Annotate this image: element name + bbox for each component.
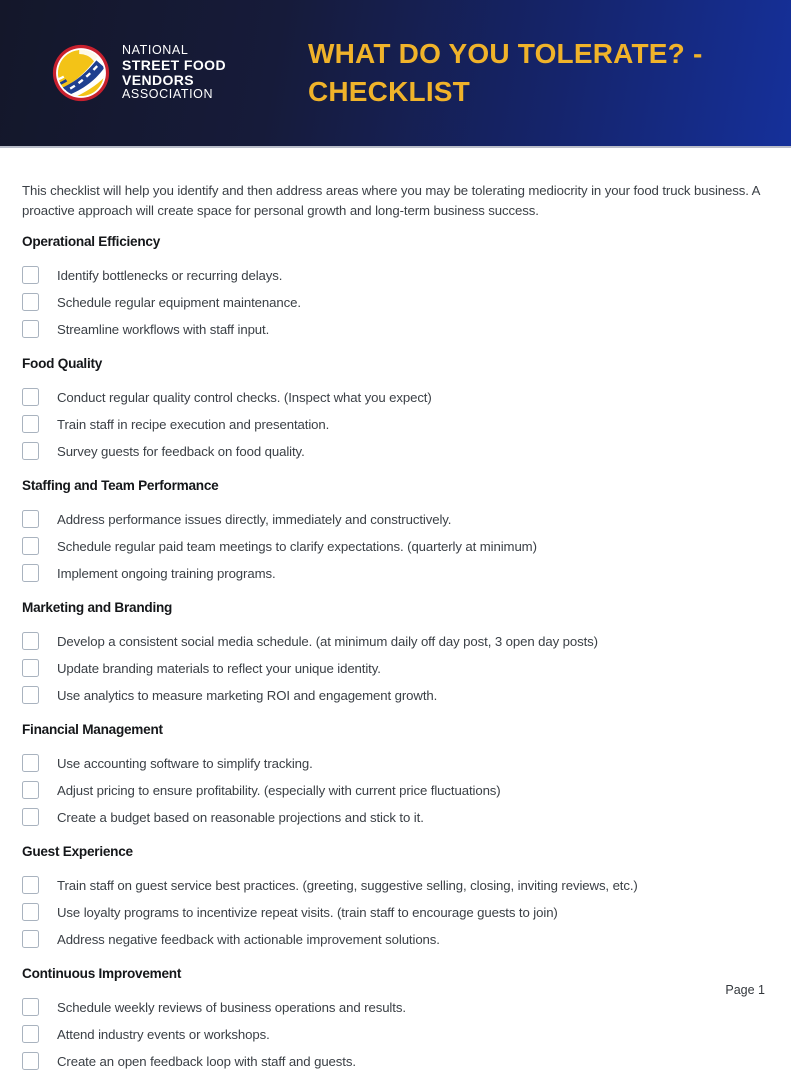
section-heading: Financial Management: [22, 721, 163, 737]
section-heading: Guest Experience: [22, 843, 133, 859]
item-checkbox[interactable]: [22, 1052, 39, 1070]
org-name-line2: STREET FOOD: [122, 56, 226, 73]
item-label: Adjust pricing to ensure profitability. (especially with current price fluctuations): [57, 782, 501, 798]
checklist-item: [22, 994, 769, 1021]
item-checkbox[interactable]: [22, 930, 39, 948]
item-checkbox[interactable]: [22, 632, 39, 650]
intro-paragraph: This checklist will help you identify and then address areas where you may be tolerating mediocrity in your food truck business. A proactive approach will create space for personal growth and long-term business success.: [22, 183, 760, 218]
checklist-item: [22, 384, 769, 411]
section-items: [22, 506, 769, 587]
item-label: Streamline workflows with staff input.: [57, 321, 270, 337]
item-label: Identify bottlenecks or recurring delays.: [57, 267, 283, 283]
item-label: Attend industry events or workshops.: [57, 1026, 270, 1042]
checklist-item: [22, 872, 769, 899]
item-label: Use loyalty programs to incentivize repeat visits. (train staff to encourage guests to join): [57, 904, 558, 920]
item-checkbox[interactable]: [22, 510, 39, 528]
checklist-section: [22, 723, 769, 831]
section-heading: Operational Efficiency: [22, 233, 161, 249]
checklist-item: [22, 316, 769, 343]
checklist-item: [22, 628, 769, 655]
section-items: [22, 384, 769, 465]
org-name-line3: VENDORS: [122, 72, 195, 88]
section-heading: Staffing and Team Performance: [22, 477, 219, 493]
checklist-item: [22, 560, 769, 587]
item-label: Address performance issues directly, immediately and constructively.: [57, 511, 452, 527]
org-name-line1: NATIONAL: [122, 43, 189, 58]
checklist-section: [22, 479, 769, 587]
item-label: Schedule regular equipment maintenance.: [57, 294, 301, 310]
item-checkbox[interactable]: [22, 659, 39, 677]
checklist-section: [22, 967, 769, 1075]
checklist-section: [22, 845, 769, 953]
item-label: Schedule weekly reviews of business operations and results.: [57, 999, 406, 1015]
item-checkbox[interactable]: [22, 320, 39, 338]
item-label: Create a budget based on reasonable projections and stick to it.: [57, 809, 424, 825]
section-heading: Food Quality: [22, 355, 103, 371]
item-checkbox[interactable]: [22, 876, 39, 894]
section-items: [22, 872, 769, 953]
checklist-item: [22, 682, 769, 709]
checklist-section: [22, 357, 769, 465]
item-checkbox[interactable]: [22, 808, 39, 826]
item-checkbox[interactable]: [22, 903, 39, 921]
checklist-item: [22, 899, 769, 926]
page-header: [0, 0, 791, 148]
item-label: Use accounting software to simplify tracking.: [57, 755, 313, 771]
section-items: [22, 628, 769, 709]
item-label: Use analytics to measure marketing ROI and engagement growth.: [57, 687, 438, 703]
checklist-item: [22, 262, 769, 289]
checklist-item: [22, 926, 769, 953]
checklist-item: [22, 289, 769, 316]
checklist-item: [22, 655, 769, 682]
item-label: Update branding materials to reflect your unique identity.: [57, 660, 381, 676]
checklist-sections: [22, 235, 769, 1075]
item-label: Schedule regular paid team meetings to clarify expectations. (quarterly at minimum): [57, 538, 537, 554]
item-checkbox[interactable]: [22, 754, 39, 772]
item-checkbox[interactable]: [22, 415, 39, 433]
item-label: Train staff in recipe execution and presentation.: [57, 416, 330, 432]
item-label: Implement ongoing training programs.: [57, 565, 276, 581]
document-body: [0, 148, 791, 1075]
item-checkbox[interactable]: [22, 388, 39, 406]
section-heading: Marketing and Branding: [22, 599, 173, 615]
org-name-line4: ASSOCIATION: [122, 87, 214, 102]
item-checkbox[interactable]: [22, 998, 39, 1016]
checklist-item: [22, 506, 769, 533]
section-items: [22, 262, 769, 343]
item-checkbox[interactable]: [22, 293, 39, 311]
item-checkbox[interactable]: [22, 686, 39, 704]
checklist-item: [22, 750, 769, 777]
section-items: [22, 994, 769, 1075]
item-checkbox[interactable]: [22, 1025, 39, 1043]
checklist-section: [22, 601, 769, 709]
section-items: [22, 750, 769, 831]
checklist-item: [22, 1048, 769, 1075]
checklist-item: [22, 804, 769, 831]
checklist-item: [22, 533, 769, 560]
item-checkbox[interactable]: [22, 537, 39, 555]
checklist-item: [22, 411, 769, 438]
item-checkbox[interactable]: [22, 564, 39, 582]
street-food-vendors-logo-icon: [52, 44, 110, 102]
item-label: Survey guests for feedback on food quality.: [57, 443, 305, 459]
item-label: Train staff on guest service best practices. (greeting, suggestive selling, closing, inviting reviews, etc.): [57, 877, 638, 893]
org-name: [122, 44, 226, 101]
item-label: Create an open feedback loop with staff and guests.: [57, 1053, 356, 1069]
item-checkbox[interactable]: [22, 266, 39, 284]
checklist-section: [22, 235, 769, 343]
checklist-item: [22, 438, 769, 465]
page-title: WHAT DO YOU TOLERATE? - CHECKLIST: [307, 38, 703, 107]
item-checkbox[interactable]: [22, 442, 39, 460]
item-checkbox[interactable]: [22, 781, 39, 799]
item-label: Address negative feedback with actionable improvement solutions.: [57, 931, 440, 947]
page-number: Page 1: [725, 983, 765, 997]
item-label: Conduct regular quality control checks. (Inspect what you expect): [57, 389, 432, 405]
checklist-item: [22, 1021, 769, 1048]
section-heading: Continuous Improvement: [22, 965, 182, 981]
item-label: Develop a consistent social media schedule. (at minimum daily off day post, 3 open day posts): [57, 633, 598, 649]
org-logo: [52, 44, 226, 102]
checklist-item: [22, 777, 769, 804]
